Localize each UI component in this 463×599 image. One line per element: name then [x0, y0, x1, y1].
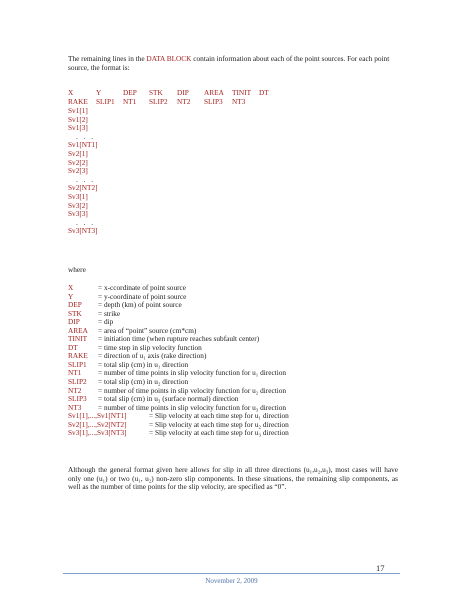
page-number: 17	[376, 563, 385, 573]
definition-symbol: X	[68, 283, 74, 292]
intro-pre: The remaining lines in the	[68, 54, 147, 63]
definition-text: = total slip (cm) in u₂ direction	[98, 377, 189, 387]
definition-text: = total slip (cm) in u₃ (surface normal) direction	[98, 394, 239, 404]
definition-symbol: AREA	[68, 325, 88, 335]
definition-text: = Slip velocity at each time step for u₂ direction	[149, 419, 289, 429]
sv-entry: Sv2[NT2]	[68, 183, 98, 193]
sv-entry: Sv1[3]	[68, 123, 88, 133]
sv-entry: Sv1[1]	[68, 106, 88, 115]
definition-symbol: DEP	[68, 300, 82, 310]
definition-symbol: NT1	[68, 368, 82, 378]
definition-text: = area of “point” source (cm*cm)	[98, 325, 197, 335]
definition-symbol: Y	[68, 291, 74, 301]
sv-entry: Sv1[NT1]	[68, 140, 98, 150]
header-field: SLIP2	[149, 96, 168, 106]
definition-symbol: TINIT	[68, 334, 88, 344]
sv-entry: Sv2[2]	[68, 157, 88, 167]
header-field: DIP	[177, 88, 189, 97]
header-field: Y	[96, 88, 102, 97]
where-label: where	[68, 265, 86, 274]
sv-entry: Sv3[3]	[68, 209, 88, 219]
definition-text: = number of time points in slip velocity function for u₃ direction	[98, 402, 287, 412]
header-field: NT3	[232, 96, 246, 106]
header-field: DT	[259, 88, 269, 97]
definition-symbol: DIP	[68, 317, 80, 327]
sv-entry: Sv2[1]	[68, 148, 88, 158]
definition-text: = number of time points in slip velocity function for u₂ direction	[98, 385, 287, 395]
sv-entry: Sv3[1]	[68, 191, 88, 201]
definition-text: = number of time points in slip velocity function for u₁ direction	[98, 368, 287, 378]
definition-symbol: Sv1[1],...,Sv1[NT1]	[68, 411, 127, 421]
intro-paragraph	[68, 55, 408, 72]
definition-symbol: SLIP1	[68, 359, 87, 369]
definition-text: = strike	[98, 308, 121, 318]
definition-symbol: RAKE	[68, 351, 88, 361]
header-field: DEP	[123, 88, 137, 97]
footer-divider	[63, 573, 400, 574]
header-field: STK	[149, 88, 163, 97]
definition-symbol: SLIP2	[68, 377, 87, 387]
definition-text: = y-coordinate of point source	[98, 291, 187, 301]
header-field: RAKE	[68, 96, 88, 106]
definition-symbol: DT	[68, 342, 78, 352]
sv-entry: Sv3[NT3]	[68, 226, 98, 236]
definition-text: = Slip velocity at each time step for u₃ direction	[149, 428, 289, 438]
definition-text: = dip	[98, 317, 114, 327]
definition-symbol: Sv2[1],...,Sv2[NT2]	[68, 419, 127, 429]
data-block-term: DATA BLOCK	[146, 54, 192, 63]
sv-entry: Sv1[2]	[68, 114, 88, 124]
definition-text: = time step in slip velocity function	[98, 342, 202, 352]
definition-text: = Slip velocity at each time step for u₁ direction	[149, 411, 289, 421]
header-field: NT1	[123, 96, 137, 106]
definition-text: = x-ccordinate of point source	[98, 283, 186, 292]
definition-symbol: STK	[68, 308, 82, 318]
intro-post: contain information about each of the point sources. For each point source, the format is:	[68, 54, 390, 72]
sv-ellipsis: . . .	[76, 174, 96, 184]
header-field: AREA	[204, 88, 224, 97]
definition-text: = initiation time (when rupture reaches subfault center)	[98, 334, 260, 344]
definition-text: = depth (km) of point source	[98, 300, 182, 310]
definition-text: = direction of u₁ axis (rake direction)	[98, 351, 207, 361]
definition-symbol: SLIP3	[68, 394, 87, 404]
definition-symbol: NT3	[68, 402, 82, 412]
closing-paragraph: Although the general format given here allows for slip in all three directions (u₁,u₂,u₃), most cases will have only one (u₁) or two (u₁, u₂) non-zero slip components. In these situations, the remaining slip components, as well as the number of time points for the slip velocity, are specified as “0”.	[68, 465, 398, 492]
header-field: TINIT	[232, 88, 252, 97]
header-field: NT2	[177, 96, 191, 106]
slip-velocity-list	[68, 107, 98, 236]
definition-text: = total slip (cm) in u₁ direction	[98, 359, 189, 369]
footer-date: November 2, 2009	[205, 577, 258, 585]
sv-ellipsis: . . .	[76, 217, 96, 227]
header-field: SLIP3	[204, 96, 223, 106]
header-field: SLIP1	[96, 96, 115, 106]
sv-entry: Sv3[2]	[68, 200, 88, 210]
definition-symbol: Sv3[1],...,Sv3[NT3]	[68, 428, 127, 438]
sv-ellipsis: . . .	[76, 131, 96, 141]
definition-symbol: NT2	[68, 385, 82, 395]
sv-entry: Sv2[3]	[68, 166, 88, 176]
header-field: X	[68, 88, 74, 97]
